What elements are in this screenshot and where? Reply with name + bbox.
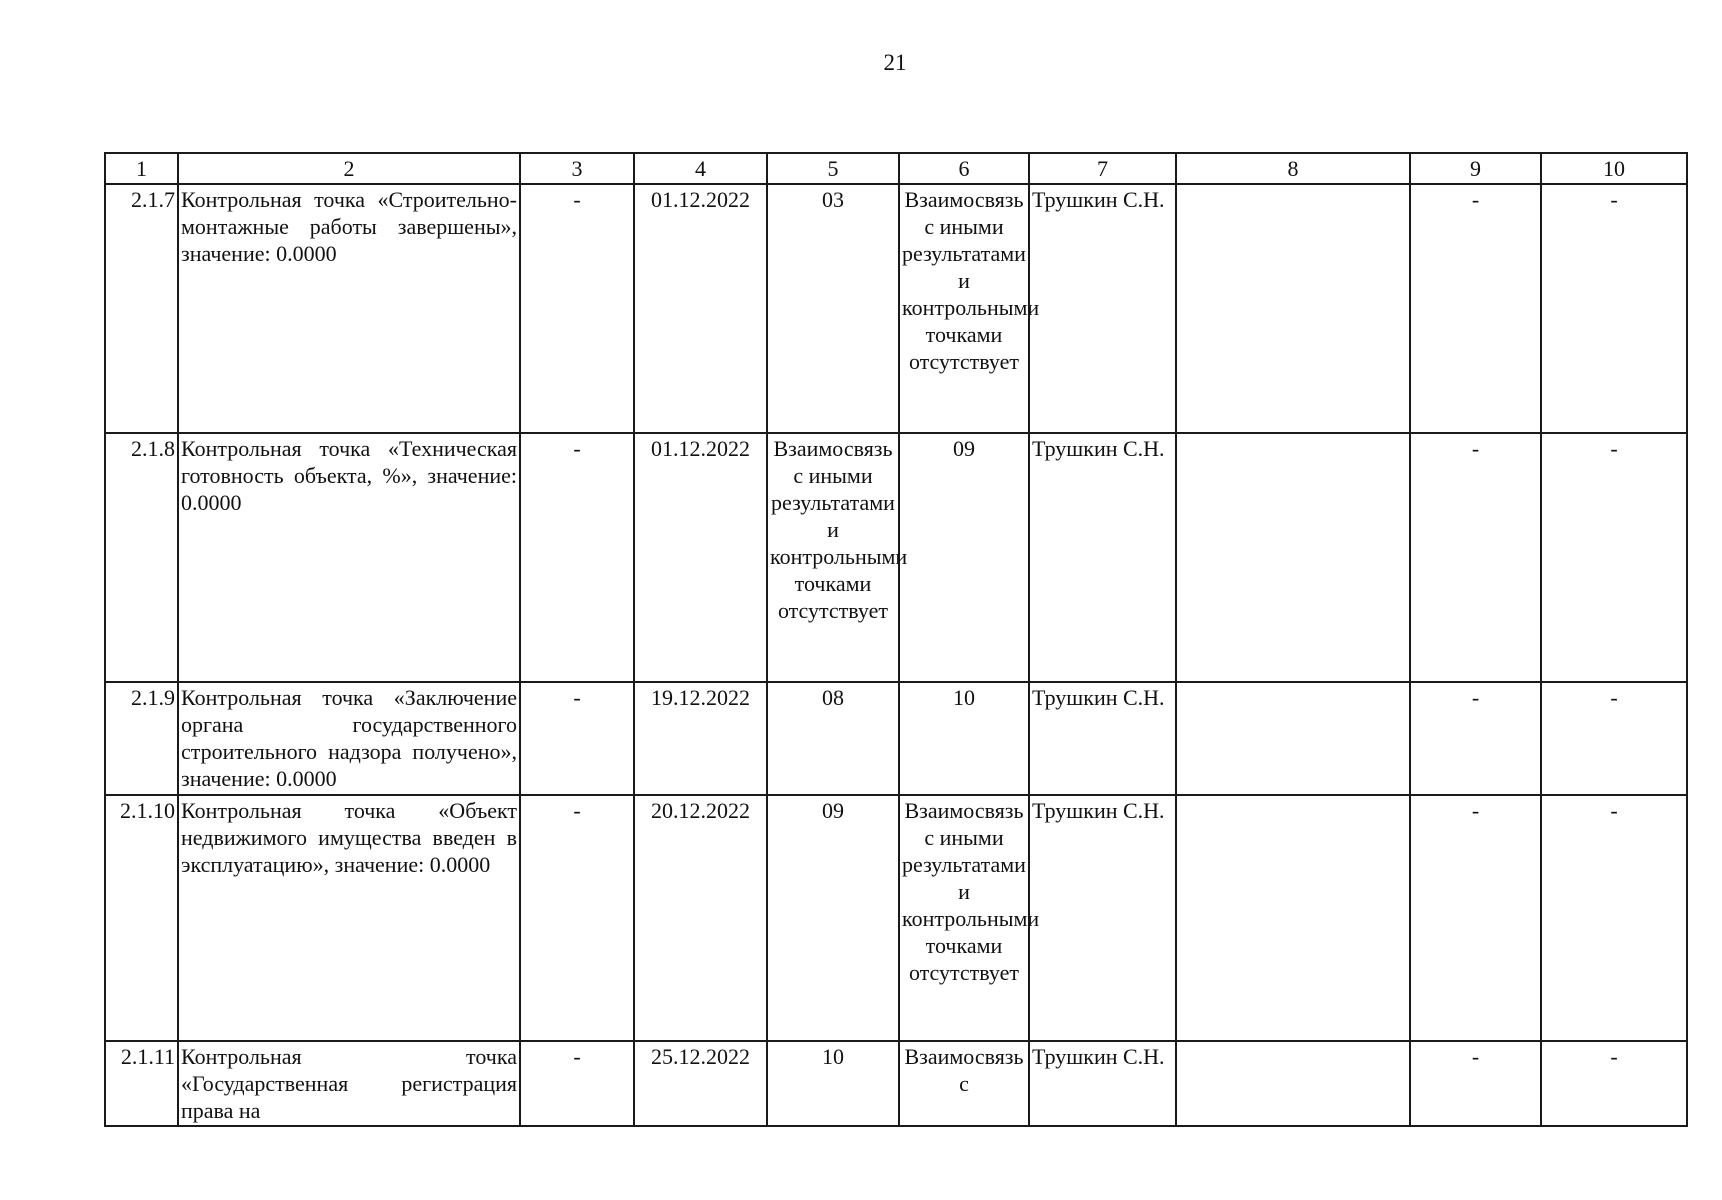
cell-col3: - (520, 682, 634, 795)
cell-col8 (1176, 1041, 1410, 1126)
milestone-description: Контрольная точка «Строительно-монтажные работы завершены», значение: 0.0000 (178, 184, 520, 433)
column-header-1: 1 (105, 153, 178, 184)
cell-responsible: Трушкин С.Н. (1029, 682, 1176, 795)
cell-responsible: Трушкин С.Н. (1029, 433, 1176, 682)
cell-col5: Взаимосвязь с иными результатами и контрольными точками отсутствует (767, 433, 899, 682)
table-row (105, 795, 1687, 1041)
cell-col5: 08 (767, 682, 899, 795)
cell-col9: - (1410, 795, 1541, 1041)
row-number: 2.1.7 (105, 184, 178, 433)
cell-col9: - (1410, 184, 1541, 433)
table-row (105, 184, 1687, 433)
column-header-6: 6 (899, 153, 1029, 184)
cell-col8 (1176, 682, 1410, 795)
row-number: 2.1.9 (105, 682, 178, 795)
column-header-7: 7 (1029, 153, 1176, 184)
cell-col9: - (1410, 1041, 1541, 1126)
milestone-description: Контрольная точка «Заключение органа государственного строительного надзора получено», значение: 0.0000 (178, 682, 520, 795)
cell-col3: - (520, 795, 634, 1041)
column-header-9: 9 (1410, 153, 1541, 184)
cell-col3: - (520, 1041, 634, 1126)
cell-col10: - (1541, 682, 1687, 795)
cell-col8 (1176, 433, 1410, 682)
row-number: 2.1.10 (105, 795, 178, 1041)
cell-col10: - (1541, 795, 1687, 1041)
page-number: 21 (883, 50, 907, 75)
cell-col3: - (520, 184, 634, 433)
cell-col5: 03 (767, 184, 899, 433)
cell-col3: - (520, 433, 634, 682)
cell-responsible: Трушкин С.Н. (1029, 184, 1176, 433)
cell-col9: - (1410, 433, 1541, 682)
column-header-5: 5 (767, 153, 899, 184)
cell-responsible: Трушкин С.Н. (1029, 1041, 1176, 1126)
cell-col9: - (1410, 682, 1541, 795)
milestones-table (104, 152, 1688, 1127)
column-header-8: 8 (1176, 153, 1410, 184)
cell-date: 25.12.2022 (634, 1041, 767, 1126)
column-header-3: 3 (520, 153, 634, 184)
column-header-2: 2 (178, 153, 520, 184)
table-row (105, 682, 1687, 795)
cell-col10: - (1541, 1041, 1687, 1126)
cell-col5: 10 (767, 1041, 899, 1126)
cell-responsible: Трушкин С.Н. (1029, 795, 1176, 1041)
row-number: 2.1.8 (105, 433, 178, 682)
cell-date: 19.12.2022 (634, 682, 767, 795)
cell-col8 (1176, 184, 1410, 433)
table-header-row (105, 153, 1687, 184)
cell-col6: Взаимосвязь с (899, 1041, 1029, 1126)
cell-date: 01.12.2022 (634, 433, 767, 682)
milestone-description: Контрольная точка «Государственная регистрация права на (178, 1041, 520, 1126)
cell-col6: 10 (899, 682, 1029, 795)
row-number: 2.1.11 (105, 1041, 178, 1126)
cell-col10: - (1541, 184, 1687, 433)
milestone-description: Контрольная точка «Техническая готовность объекта, %», значение: 0.0000 (178, 433, 520, 682)
cell-col6: 09 (899, 433, 1029, 682)
cell-date: 20.12.2022 (634, 795, 767, 1041)
cell-col6: Взаимосвязь с иными результатами и контрольными точками отсутствует (899, 795, 1029, 1041)
cell-col6: Взаимосвязь с иными результатами и контрольными точками отсутствует (899, 184, 1029, 433)
cell-col5: 09 (767, 795, 899, 1041)
column-header-4: 4 (634, 153, 767, 184)
milestone-description: Контрольная точка «Объект недвижимого имущества введен в эксплуатацию», значение: 0.0000 (178, 795, 520, 1041)
cell-col8 (1176, 795, 1410, 1041)
table-row (105, 433, 1687, 682)
table-row (105, 1041, 1687, 1126)
cell-date: 01.12.2022 (634, 184, 767, 433)
column-header-10: 10 (1541, 153, 1687, 184)
cell-col10: - (1541, 433, 1687, 682)
